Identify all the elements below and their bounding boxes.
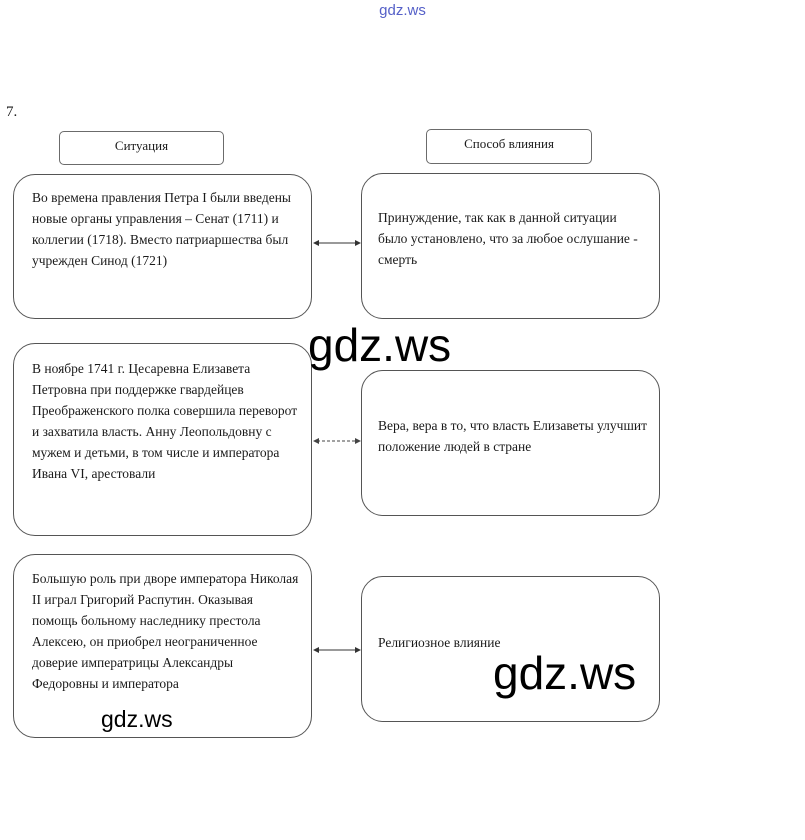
header-situation: Ситуация [59,131,224,165]
task-number: 7. [6,104,18,120]
situation-card-2 [13,343,312,536]
watermark-bottom-right: gdz.ws [493,647,637,699]
method-card-2 [361,370,660,516]
situation-text-3: Большую роль при дворе императора Николая II играл Григорий Распутин. Оказывая помощь больному наследнику престола Алексею, он приобрел неограниченное доверие императрицы Александры Федоровны и императора [32,571,299,691]
method-text-1: Принуждение, так как в данной ситуации было установлено, что за любое ослушание - смерть [378,210,638,267]
method-text-3: Религиозное влияние [378,635,501,650]
situation-text-1: Во времена правления Петра I были введены новые органы управления – Сенат (1711) и коллегии (1718). Вместо патриаршества был учрежден Синод (1721) [32,190,292,268]
header-method: Способ влияния [426,129,592,164]
watermark-top: gdz.ws [379,2,426,19]
double-arrow-3 [313,643,361,657]
watermark-bottom-left: gdz.ws [101,706,173,732]
method-text-2: Вера, вера в то, что власть Елизаветы улучшит положение людей в стране [378,418,647,454]
situation-text-2: В ноябре 1741 г. Цесаревна Елизавета Петровна при поддержке гвардейцев Преображенского полка совершила переворот и захватила власть. Анну Леопольдовну с мужем и детьми, в том числе и императора Ивана VI, арестовали [32,361,298,481]
double-arrow-2 [313,434,361,448]
method-card-1 [361,173,660,319]
double-arrow-1 [313,236,361,250]
situation-card-1 [13,174,312,319]
watermark-middle: gdz.ws [308,319,452,371]
